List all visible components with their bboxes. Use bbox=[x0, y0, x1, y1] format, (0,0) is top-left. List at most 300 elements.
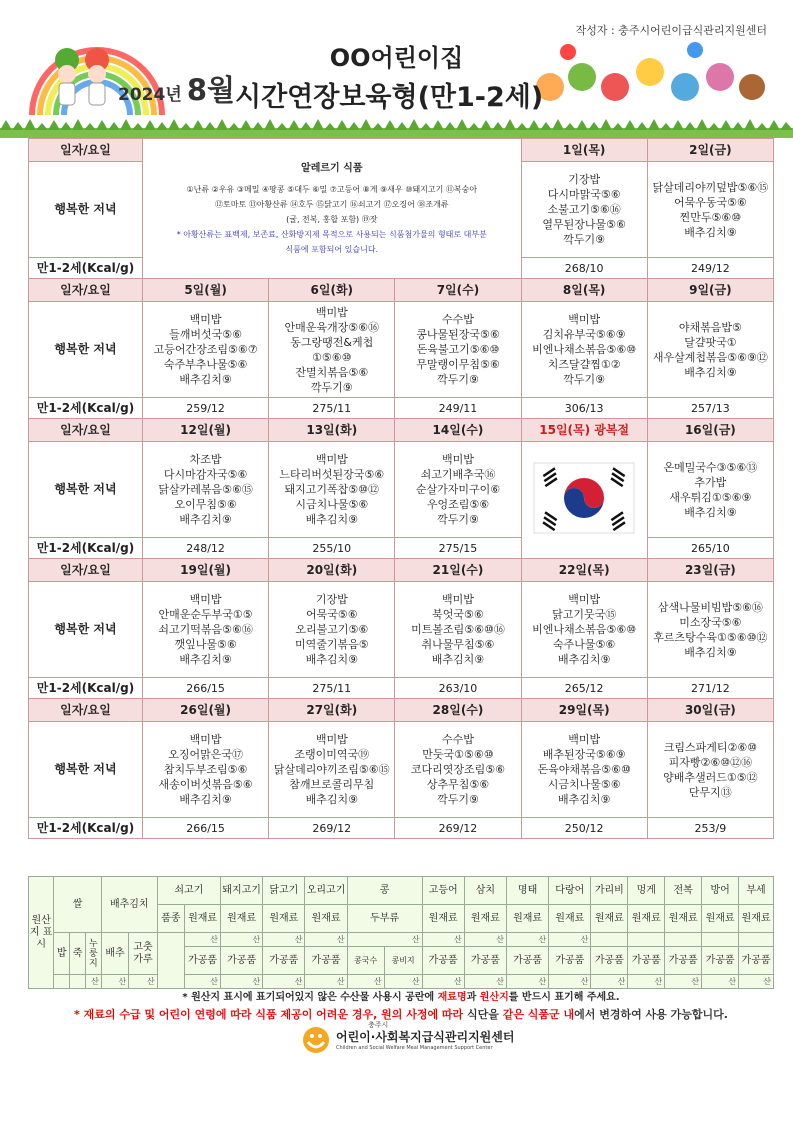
menu-cell bbox=[647, 722, 773, 818]
menu-item: 배추김치⑨ bbox=[305, 513, 358, 526]
menu-item: 배추김치⑨ bbox=[684, 645, 737, 659]
menu-item: 백미밥 bbox=[315, 453, 348, 466]
menu-item: 백미밥 bbox=[442, 453, 474, 466]
menu-item: 쇠고기떡볶음⑤⑥⑯ bbox=[158, 623, 253, 636]
kcal-value: 271/12 bbox=[647, 678, 773, 699]
kcal-value: 263/10 bbox=[395, 678, 521, 699]
date-day-label: 일자/요일 bbox=[29, 279, 143, 302]
origin-mark: 산 bbox=[221, 975, 263, 989]
day-header: 21일(수) bbox=[395, 559, 521, 582]
notice-highlight: 재료의 수급 및 어린이 연령에 따라 식품 제공이 어려운 경우, 원의 사정에 따라 bbox=[83, 1008, 464, 1021]
menu-cell bbox=[521, 302, 647, 398]
origin-mark: 산 bbox=[384, 975, 422, 989]
origin-item: 닭고기 bbox=[263, 877, 305, 905]
origin-cell bbox=[591, 933, 628, 947]
notice-highlight: 원산지 bbox=[479, 992, 509, 1003]
menu-cell bbox=[143, 722, 269, 818]
origin-blank bbox=[157, 933, 184, 989]
menu-item: 안매운순두부국①⑤ bbox=[158, 608, 253, 621]
menu-item: 배추김치⑨ bbox=[305, 793, 358, 806]
origin-mark: 산 bbox=[347, 975, 384, 989]
allergy-line: (굴, 전복, 홍합 포함) ⑲잣 bbox=[286, 214, 378, 224]
allergy-note: 식품에 포함되어 있습니다. bbox=[285, 244, 379, 254]
day-header: 23일(금) bbox=[647, 559, 773, 582]
kcal-label: 만1-2세(Kcal/g) bbox=[29, 818, 143, 839]
menu-item: 백미밥 bbox=[315, 305, 348, 319]
origin-sub: 원재료 bbox=[702, 905, 739, 933]
origin-sub: 가공품 bbox=[464, 947, 506, 975]
kcal-value: 257/13 bbox=[647, 398, 773, 419]
origin-mark: 산 bbox=[549, 975, 591, 989]
menu-cell bbox=[143, 442, 269, 538]
menu-item: 참깨브로콜리무침 bbox=[289, 778, 375, 791]
menu-item: 만둣국①⑤⑥⑩ bbox=[422, 748, 494, 761]
menu-item: 새우튀김①⑤⑥⑨ bbox=[669, 490, 752, 504]
origin-item: 부세 bbox=[739, 877, 774, 905]
logo-english: Children and Social Welfare Meal Management Support Center bbox=[336, 1045, 493, 1051]
origin-sub: 콩비지 bbox=[384, 947, 422, 975]
menu-item: 백미밥 bbox=[568, 733, 601, 746]
holiday-header: 15일(목) 광복절 bbox=[521, 419, 647, 442]
logo-city: 충주시 bbox=[368, 1021, 389, 1029]
menu-item: 온메밀국수③⑤⑥⑬ bbox=[663, 460, 758, 474]
kcal-value: 269/12 bbox=[395, 818, 521, 839]
kcal-value: 259/12 bbox=[143, 398, 269, 419]
origin-mark: 산 bbox=[263, 933, 305, 947]
origin-sub: 원재료 bbox=[464, 905, 506, 933]
kcal-value: 266/15 bbox=[143, 678, 269, 699]
month-label: 8월 bbox=[186, 73, 236, 107]
origin-mark: 산 bbox=[305, 933, 347, 947]
notice-highlight: 같은 식품군 내 bbox=[502, 1008, 575, 1021]
origin-mark: 산 bbox=[85, 975, 101, 989]
origin-mark: 산 bbox=[628, 975, 665, 989]
dinner-label: 행복한 저녁 bbox=[29, 442, 143, 538]
menu-item: ①⑤⑥⑩ bbox=[312, 350, 352, 364]
origin-item: 다랑어 bbox=[549, 877, 591, 905]
menu-item: 다시마감자국⑤⑥ bbox=[163, 468, 248, 481]
origin-sub: 가공품 bbox=[506, 947, 548, 975]
origin-mark: 산 bbox=[305, 975, 347, 989]
menu-item: 백미밥 bbox=[568, 593, 601, 606]
menu-item: 피자빵②⑥⑩⑫⑯ bbox=[668, 755, 753, 769]
menu-cell bbox=[269, 722, 395, 818]
menu-cell bbox=[395, 302, 521, 398]
kcal-value: 253/9 bbox=[647, 818, 773, 839]
menu-cell bbox=[269, 582, 395, 678]
menu-item: 김치유부국⑤⑥⑨ bbox=[542, 328, 626, 341]
menu-item: 들깨버섯국⑤⑥ bbox=[169, 328, 243, 341]
kcal-label: 만1-2세(Kcal/g) bbox=[29, 258, 143, 279]
origin-rice-sub: 밥 bbox=[54, 933, 70, 975]
origin-item: 콩 bbox=[347, 877, 422, 905]
origin-sub: 원재료 bbox=[506, 905, 548, 933]
menu-item: 백미밥 bbox=[315, 733, 348, 746]
menu-item: 배추김치⑨ bbox=[684, 225, 737, 239]
origin-item: 삼치 bbox=[464, 877, 506, 905]
origin-cell bbox=[739, 933, 774, 947]
menu-item: 깍두기⑨ bbox=[563, 233, 606, 246]
menu-item: 참치두부조림⑤⑥ bbox=[163, 763, 248, 776]
day-header: 28일(수) bbox=[395, 699, 521, 722]
origin-sub: 콩국수 bbox=[347, 947, 384, 975]
holiday-cell bbox=[521, 442, 647, 559]
kcal-value: 268/10 bbox=[521, 258, 647, 279]
origin-cell bbox=[628, 933, 665, 947]
menu-item: 추가밥 bbox=[694, 475, 727, 489]
origin-mark: 산 bbox=[422, 933, 464, 947]
menu-item: 배추김치⑨ bbox=[557, 793, 611, 806]
menu-cell bbox=[521, 722, 647, 818]
menu-item: 비엔나채소볶음⑤⑥⑩ bbox=[532, 343, 637, 356]
origin-item: 멍게 bbox=[628, 877, 665, 905]
menu-item: 배추김치⑨ bbox=[179, 513, 232, 526]
menu-item: 야채볶음밥⑤ bbox=[678, 320, 742, 334]
menu-item: 단무지⑬ bbox=[688, 785, 732, 799]
menu-item: 무말랭이무침⑤⑥ bbox=[416, 358, 500, 371]
menu-item: 배추된장국⑤⑥⑨ bbox=[542, 748, 626, 761]
menu-item: 백미밥 bbox=[442, 593, 474, 606]
menu-item: 코다리엿장조림⑤⑥ bbox=[410, 763, 506, 776]
origin-kimchi-sub: 배추 bbox=[101, 933, 128, 975]
menu-cell bbox=[647, 442, 773, 538]
origin-item: 전복 bbox=[665, 877, 702, 905]
menu-item: 깍두기⑨ bbox=[437, 793, 479, 806]
menu-item: 깍두기⑨ bbox=[563, 373, 606, 386]
year-month bbox=[118, 68, 235, 109]
menu-item: 깍두기⑨ bbox=[437, 373, 479, 386]
menu-cell bbox=[647, 582, 773, 678]
menu-item: 시금치나물⑤⑥ bbox=[295, 498, 369, 511]
origin-sub: 가공품 bbox=[263, 947, 305, 975]
origin-mark: 산 bbox=[702, 975, 739, 989]
menu-cell bbox=[395, 442, 521, 538]
menu-item: 기장밥 bbox=[568, 173, 601, 186]
origin-mark: 산 bbox=[185, 975, 221, 989]
author-text: 작성자 : 충주시어린이급식관리지원센터 bbox=[575, 24, 767, 37]
origin-sub: 가공품 bbox=[665, 947, 702, 975]
origin-item: 가리비 bbox=[591, 877, 628, 905]
day-header: 9일(금) bbox=[647, 279, 773, 302]
menu-item: 쇠고기배추국⑯ bbox=[420, 468, 496, 481]
origin-side-label: 원산지 표시 bbox=[29, 877, 54, 989]
origin-sub: 원재료 bbox=[739, 905, 774, 933]
origin-sub: 원재료 bbox=[185, 905, 221, 933]
page-header bbox=[0, 0, 793, 140]
origin-mark: 산 bbox=[221, 933, 263, 947]
date-day-label: 일자/요일 bbox=[29, 699, 143, 722]
origin-item: 방어 bbox=[702, 877, 739, 905]
menu-item: 닭살데리야끼조림⑤⑥⑮ bbox=[273, 763, 390, 776]
menu-item: 닭살데리야끼덮밥⑤⑥⑮ bbox=[652, 180, 769, 194]
footer-notice bbox=[28, 1006, 774, 1022]
day-header: 19일(월) bbox=[143, 559, 269, 582]
origin-sub: 가공품 bbox=[739, 947, 774, 975]
menu-item: 수수밥 bbox=[442, 733, 474, 746]
menu-item: 백미밥 bbox=[189, 313, 222, 326]
menu-item: 북엇국⑤⑥ bbox=[432, 608, 484, 621]
menu-item: 깻잎나물⑤⑥ bbox=[174, 638, 237, 651]
origin-mark: 산 bbox=[101, 975, 128, 989]
year-label: 2024년 bbox=[118, 85, 182, 105]
menu-item: 양배추샐러드①⑤⑫ bbox=[663, 770, 758, 784]
menu-item: 소불고기⑤⑥⑯ bbox=[547, 203, 621, 216]
day-header: 8일(목) bbox=[521, 279, 647, 302]
logo-name: 어린이·사회복지급식관리지원센터 bbox=[336, 1030, 515, 1044]
menu-item: 배추김치⑨ bbox=[179, 373, 232, 386]
origin-mark: 산 bbox=[464, 975, 506, 989]
date-day-label: 일자/요일 bbox=[29, 139, 143, 162]
origin-sub: 가공품 bbox=[549, 947, 591, 975]
origin-mark: 산 bbox=[506, 933, 548, 947]
origin-item: 돼지고기 bbox=[221, 877, 263, 905]
allergy-note: * 아황산류는 표백제, 보존료, 산화방지제 목적으로 사용되는 식품첨가물의 형태로 대부분 bbox=[176, 229, 487, 239]
menu-item: 달걀팟국① bbox=[684, 335, 737, 349]
origin-mark: 산 bbox=[347, 933, 422, 947]
origin-item: 쇠고기 bbox=[157, 877, 220, 905]
day-header: 2일(금) bbox=[647, 139, 773, 162]
origin-sub: 품종 bbox=[157, 905, 184, 933]
kcal-value: 275/11 bbox=[269, 678, 395, 699]
kcal-value: 265/10 bbox=[647, 538, 773, 559]
day-header: 30일(금) bbox=[647, 699, 773, 722]
allergy-line: ①난류 ②우유 ③메밀 ④땅콩 ⑤대두 ⑥밀 ⑦고등어 ⑧게 ⑨새우 ⑩돼지고기 ⑪복숭아 bbox=[186, 184, 478, 194]
menu-item: 찐만두⑤⑥⑩ bbox=[679, 210, 742, 224]
day-header: 29일(목) bbox=[521, 699, 647, 722]
menu-item: 배추김치⑨ bbox=[684, 505, 737, 519]
menu-item: 열무된장나물⑤⑥ bbox=[542, 218, 626, 231]
menu-item: 비엔나채소볶음⑤⑥⑩ bbox=[532, 623, 637, 636]
menu-item: 닭살카레볶음⑤⑥⑮ bbox=[158, 483, 253, 496]
origin-mark: 산 bbox=[506, 975, 548, 989]
origin-sub: 가공품 bbox=[702, 947, 739, 975]
menu-item: 상추무침⑤⑥ bbox=[426, 778, 490, 791]
menu-item: 느타리버섯된장국⑤⑥ bbox=[279, 468, 385, 481]
menu-item: 어묵국⑤⑥ bbox=[305, 608, 358, 621]
origin-notice bbox=[28, 988, 774, 1003]
menu-item: 숙주부추나물⑤⑥ bbox=[163, 358, 248, 371]
origin-sub: 원재료 bbox=[305, 905, 347, 933]
menu-title: 시간연장보육형(만1-2세) bbox=[235, 82, 544, 113]
kcal-value: 269/12 bbox=[269, 818, 395, 839]
menu-item: 새송이버섯볶음⑤⑥ bbox=[158, 778, 253, 791]
menu-item: 미역줄기볶음⑤ bbox=[294, 638, 369, 651]
allergy-info-box bbox=[143, 139, 522, 279]
origin-cell bbox=[54, 975, 70, 989]
origin-mark: 산 bbox=[422, 975, 464, 989]
menu-item: 배추김치⑨ bbox=[179, 793, 232, 806]
kcal-value: 306/13 bbox=[521, 398, 647, 419]
origin-sub: 가공품 bbox=[422, 947, 464, 975]
origin-cell bbox=[665, 933, 702, 947]
menu-item: 크림스파게티②⑥⑩ bbox=[663, 740, 758, 754]
day-header: 22일(목) bbox=[521, 559, 647, 582]
menu-item: 돈육불고기⑤⑥⑩ bbox=[416, 343, 500, 356]
kcal-label: 만1-2세(Kcal/g) bbox=[29, 398, 143, 419]
day-header: 20일(화) bbox=[269, 559, 395, 582]
menu-item: 오리불고기⑤⑥ bbox=[295, 623, 369, 636]
origin-mark: 산 bbox=[549, 933, 591, 947]
menu-item: 백미밥 bbox=[189, 593, 222, 606]
menu-item: 수수밥 bbox=[442, 313, 474, 326]
origin-mark: 산 bbox=[129, 975, 158, 989]
dinner-label: 행복한 저녁 bbox=[29, 302, 143, 398]
origin-cell bbox=[702, 933, 739, 947]
menu-item: 안매운육개장⑤⑥⑯ bbox=[284, 320, 380, 334]
center-name: OO어린이집 bbox=[329, 44, 464, 72]
menu-item: 닭고기뭇국⑮ bbox=[552, 608, 617, 621]
kcal-label: 만1-2세(Kcal/g) bbox=[29, 678, 143, 699]
date-day-label: 일자/요일 bbox=[29, 559, 143, 582]
origin-sub: 가공품 bbox=[305, 947, 347, 975]
kcal-value: 249/11 bbox=[395, 398, 521, 419]
allergy-line: ⑫토마토 ⑬아황산류 ⑭호두 ⑮닭고기 ⑯쇠고기 ⑰오징어 ⑱조개류 bbox=[215, 199, 449, 209]
notice-text: 를 반드시 표기해 주세요. bbox=[508, 992, 620, 1003]
kcal-value: 255/10 bbox=[269, 538, 395, 559]
kcal-label: 만1-2세(Kcal/g) bbox=[29, 538, 143, 559]
origin-rice-sub: 누룽지 bbox=[85, 933, 101, 975]
menu-item: 오징어맑은국⑰ bbox=[168, 748, 243, 761]
origin-sub: 원재료 bbox=[665, 905, 702, 933]
origin-mark: 산 bbox=[665, 975, 702, 989]
menu-item: 새우살계첩볶음⑤⑥⑨⑫ bbox=[652, 350, 768, 364]
notice-text: * 원산지 표시에 표기되어있지 않은 수산물 사용시 공란에 bbox=[182, 992, 438, 1003]
day-header: 1일(목) bbox=[521, 139, 647, 162]
menu-cell bbox=[143, 582, 269, 678]
day-header: 27일(화) bbox=[269, 699, 395, 722]
kcal-value: 250/12 bbox=[521, 818, 647, 839]
menu-cell bbox=[395, 582, 521, 678]
origin-mark: 산 bbox=[739, 975, 774, 989]
day-header: 7일(수) bbox=[395, 279, 521, 302]
origin-rice-sub: 죽 bbox=[70, 933, 86, 975]
notice-text: 과 bbox=[466, 992, 480, 1003]
menu-item: 우엉조림⑤⑥ bbox=[426, 498, 490, 511]
kcal-value: 275/15 bbox=[395, 538, 521, 559]
korean-flag-icon bbox=[532, 455, 636, 545]
menu-item: 돼지고기폭찹⑤⑩⑫ bbox=[284, 483, 380, 496]
origin-mark: 산 bbox=[263, 975, 305, 989]
origin-mark: 산 bbox=[464, 933, 506, 947]
menu-item: 숙주나물⑤⑥ bbox=[553, 638, 616, 651]
menu-cell bbox=[647, 162, 773, 258]
menu-item: 배추김치⑨ bbox=[305, 653, 358, 666]
menu-item: 미소장국⑤⑥ bbox=[679, 615, 742, 629]
menu-cell bbox=[395, 722, 521, 818]
menu-item: 어묵우동국⑤⑥ bbox=[673, 195, 747, 209]
menu-cell bbox=[269, 302, 395, 398]
origin-rice-label: 쌀 bbox=[54, 877, 101, 933]
allergy-title: 알레르기 식품 bbox=[301, 162, 363, 174]
menu-item: 미트볼조림⑤⑥⑩⑯ bbox=[411, 623, 505, 636]
origin-mark: 산 bbox=[591, 975, 628, 989]
menu-item: 깍두기⑨ bbox=[437, 513, 479, 526]
origin-item: 오리고기 bbox=[305, 877, 347, 905]
menu-item: 취나물무침⑤⑥ bbox=[421, 638, 495, 651]
origin-kimchi-sub: 고춧가루 bbox=[129, 933, 158, 975]
origin-sub: 가공품 bbox=[221, 947, 263, 975]
origin-sub: 원재료 bbox=[591, 905, 628, 933]
kcal-value: 275/11 bbox=[269, 398, 395, 419]
menu-item: 깍두기⑨ bbox=[310, 380, 353, 394]
day-header: 14일(수) bbox=[395, 419, 521, 442]
origin-item: 고등어 bbox=[422, 877, 464, 905]
menu-item: 차조밥 bbox=[189, 453, 222, 466]
origin-sub: 원재료 bbox=[221, 905, 263, 933]
menu-item: 배추김치⑨ bbox=[684, 365, 737, 379]
menu-item: 동그랑땡전&케첩 bbox=[290, 335, 374, 349]
menu-cell bbox=[521, 162, 647, 258]
origin-sub: 원재료 bbox=[263, 905, 305, 933]
day-header: 5일(월) bbox=[143, 279, 269, 302]
menu-item: 다시마맑국⑤⑥ bbox=[547, 188, 621, 201]
origin-sub: 원재료 bbox=[422, 905, 464, 933]
notice-text: 에서 변경하여 사용 가능합니다. bbox=[574, 1008, 728, 1021]
origin-sub: 가공품 bbox=[185, 947, 221, 975]
menu-item: 기장밥 bbox=[315, 593, 348, 606]
origin-table bbox=[28, 876, 774, 989]
dinner-label: 행복한 저녁 bbox=[29, 162, 143, 258]
notice-highlight: 재료명 bbox=[437, 992, 467, 1003]
menu-item: 잔멸치볶음⑤⑥ bbox=[295, 365, 369, 379]
day-header: 16일(금) bbox=[647, 419, 773, 442]
grass-border bbox=[0, 118, 793, 138]
menu-item: 백미밥 bbox=[189, 733, 222, 746]
dinner-label: 행복한 저녁 bbox=[29, 582, 143, 678]
menu-item: 돈육야채볶음⑤⑥⑩ bbox=[537, 763, 631, 776]
menu-cell bbox=[143, 302, 269, 398]
menu-item: 백미밥 bbox=[568, 313, 601, 326]
origin-sub: 원재료 bbox=[549, 905, 591, 933]
notice-text: 식단을 bbox=[463, 1008, 503, 1021]
menu-item: 오이무침⑤⑥ bbox=[174, 498, 237, 511]
origin-sub: 원재료 bbox=[628, 905, 665, 933]
menu-cell bbox=[269, 442, 395, 538]
origin-item: 명태 bbox=[506, 877, 548, 905]
menu-item: 배추김치⑨ bbox=[557, 653, 611, 666]
origin-cell bbox=[70, 975, 86, 989]
menu-cell bbox=[647, 302, 773, 398]
day-header: 13일(화) bbox=[269, 419, 395, 442]
menu-item: 치즈달걀찜①② bbox=[547, 358, 621, 371]
day-header: 26일(월) bbox=[143, 699, 269, 722]
menu-item: 시금치나물⑤⑥ bbox=[547, 778, 621, 791]
day-header: 12일(월) bbox=[143, 419, 269, 442]
dinner-label: 행복한 저녁 bbox=[29, 722, 143, 818]
day-header: 6일(화) bbox=[269, 279, 395, 302]
date-day-label: 일자/요일 bbox=[29, 419, 143, 442]
menu-item: 순살가자미구이⑥ bbox=[415, 483, 501, 496]
menu-item: 조랭이미역국⑲ bbox=[294, 748, 370, 761]
origin-kimchi-label: 배추김치 bbox=[101, 877, 157, 933]
menu-item: 후르츠탕수육①⑤⑥⑩⑫ bbox=[653, 630, 768, 644]
origin-sub: 가공품 bbox=[591, 947, 628, 975]
kcal-value: 249/12 bbox=[647, 258, 773, 279]
menu-item: 배추김치⑨ bbox=[179, 653, 232, 666]
kcal-value: 265/12 bbox=[521, 678, 647, 699]
origin-sub: 가공품 bbox=[628, 947, 665, 975]
menu-item: 배추김치⑨ bbox=[431, 653, 485, 666]
origin-mark: 산 bbox=[185, 933, 221, 947]
kcal-value: 248/12 bbox=[143, 538, 269, 559]
menu-table bbox=[28, 138, 774, 839]
menu-cell bbox=[521, 582, 647, 678]
menu-item: 고등어간장조림⑤⑥⑦ bbox=[153, 343, 258, 356]
origin-sub: 두부류 bbox=[347, 905, 422, 933]
menu-item: 콩나물된장국⑤⑥ bbox=[416, 328, 500, 341]
menu-item: 삼색나물비빔밥⑤⑥⑯ bbox=[657, 600, 763, 614]
notice-highlight: * bbox=[74, 1008, 84, 1021]
